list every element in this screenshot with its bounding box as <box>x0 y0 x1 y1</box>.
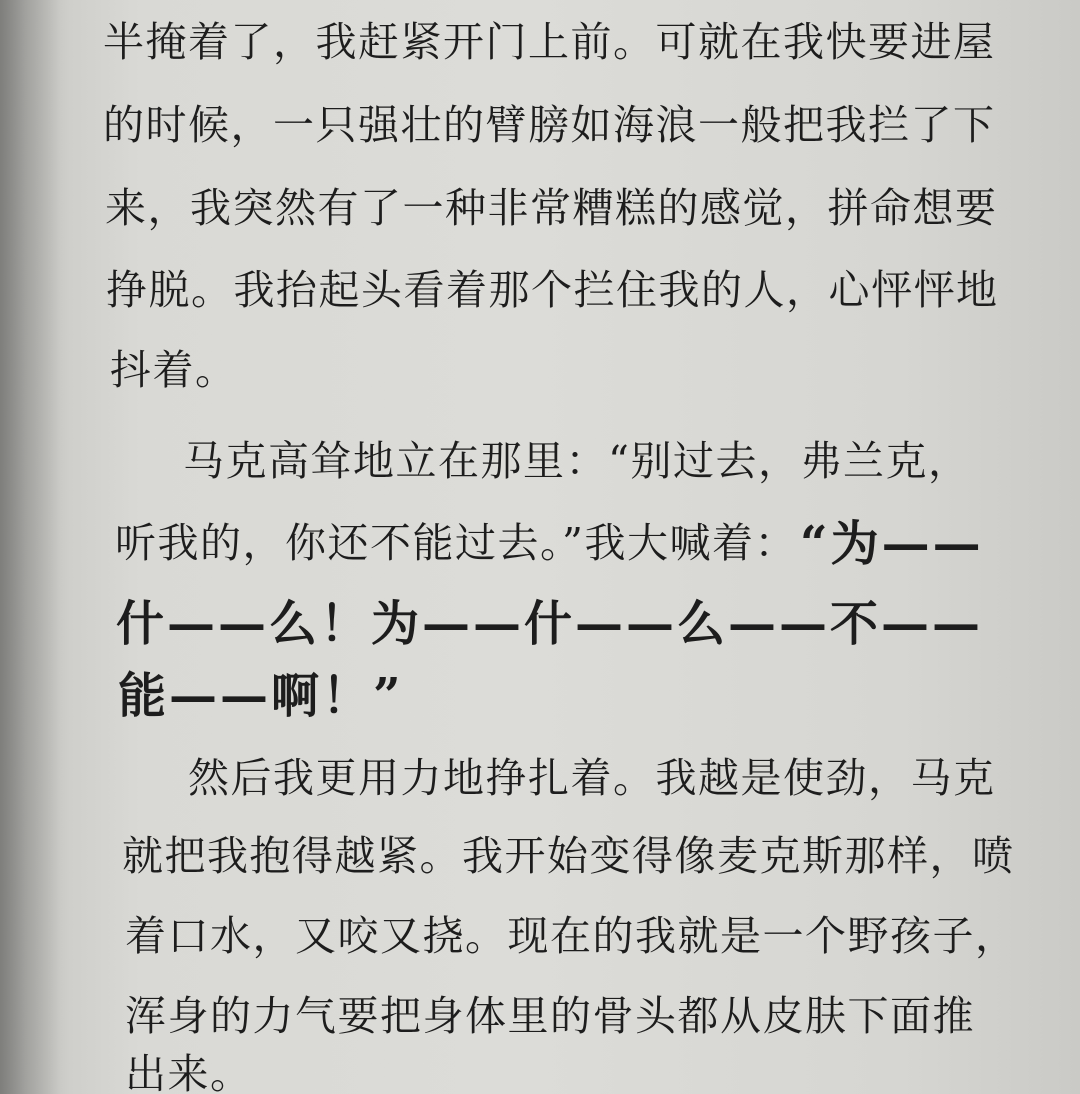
text-line-9: 就把我抱得越紧。我开始变得像麦克斯那样，喷 <box>122 832 1015 880</box>
emphasis-line-2: 什——么！为——什——么——不—— <box>116 596 984 652</box>
text-line-10: 着口水，又咬又挠。现在的我就是一个野孩子， <box>125 912 1018 960</box>
emphasis-line-3: 能——啊！” <box>118 668 404 724</box>
text-line-8: 然后我更用力地挣扎着。我越是使劲，马克 <box>188 754 996 802</box>
emphasis-line-1: “为—— <box>800 516 984 572</box>
text-line-4: 挣脱。我抬起头看着那个拦住我的人，心怦怦地 <box>106 266 999 314</box>
text-line-2: 的时候，一只强壮的臂膀如海浪一般把我拦了下 <box>103 101 996 149</box>
text-line-6: 马克高耸地立在那里：“别过去，弗兰克， <box>183 437 971 485</box>
text-line-5: 抖着。 <box>110 346 238 394</box>
text-line-11: 浑身的力气要把身体里的骨头都从皮肤下面推 <box>125 992 975 1040</box>
text-line-3: 来，我突然有了一种非常糟糕的感觉，拼命想要 <box>105 184 998 232</box>
text-line-1: 半掩着了，我赶紧开门上前。可就在我快要进屋 <box>103 18 996 66</box>
text-line-7: 听我的，你还不能过去。”我大喊着： <box>115 519 797 567</box>
text-line-12: 出来。 <box>125 1050 253 1094</box>
